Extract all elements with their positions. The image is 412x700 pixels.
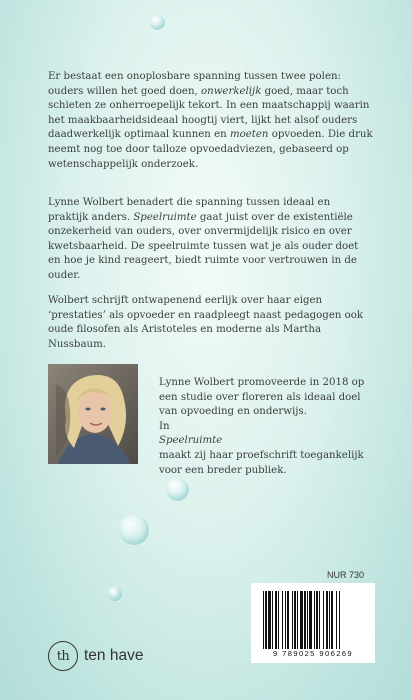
text-run: Wolbert schrijft ontwapenend eerlijk over haar eigen ‘prestaties’ als opvoeder en raadpleegt naast pedagogen ook oude filosofen als Aristoteles en moderne als Martha Nussbaum. [48, 295, 364, 350]
barcode-bar [272, 591, 273, 649]
barcode-bar [265, 591, 267, 649]
barcode-bar [268, 591, 271, 649]
bubble-decoration [108, 587, 122, 601]
barcode-bar [331, 591, 333, 649]
barcode-bar [292, 591, 293, 649]
text-run: gaat juist over de existentiële onzekerheid van ouders, over onvermijdelijk risico en over kwetsbaarheid. De speelruimte tussen wat je als ouder doet en hoe je kind reageert, biedt ruimte voor vertrouwen in de ouder. [48, 211, 359, 281]
blurb-paragraph-2 [48, 196, 373, 284]
barcode-bar [339, 591, 340, 649]
author-bio-line-1: Lynne Wolbert promoveerde in 2018 op een studie over floreren als ideaal doel van opvoeding en onderwijs. [159, 377, 365, 418]
barcode-bar [263, 591, 264, 649]
barcode-bar [319, 591, 320, 649]
barcode-bar [275, 591, 277, 649]
barcode [251, 583, 375, 663]
barcode-bar [314, 591, 315, 649]
bubble-decoration [150, 15, 165, 30]
italic-text-run: moeten [229, 129, 269, 141]
publisher-logo-mark: th [48, 641, 78, 671]
barcode-bar [307, 591, 308, 649]
nur-code: NUR 730 [327, 570, 365, 580]
author-photo [48, 364, 138, 464]
text-run: In [159, 420, 170, 432]
italic-text-run: Speelruimte [159, 435, 223, 447]
barcode-bar [300, 591, 303, 649]
barcode-bar [316, 591, 318, 649]
text-run: opvoeden. Die druk neemt nog toe door talloze opvoedadviezen, gebaseerd op wetenschappelijk onderzoek. [48, 129, 373, 170]
blurb-paragraph-3 [48, 294, 373, 352]
barcode-bar [323, 591, 324, 649]
barcode-bar [278, 591, 279, 649]
barcode-bar [329, 591, 330, 649]
blurb-paragraph-1 [48, 70, 373, 172]
publisher-name: ten have [84, 647, 144, 664]
barcode-bar [336, 591, 337, 649]
barcode-bar [304, 591, 306, 649]
barcode-bar [294, 591, 296, 649]
barcode-bar [285, 591, 286, 649]
barcode-bars [263, 591, 363, 649]
text-run: maakt zij haar proefschrift toegankelijk voor een breder publiek. [159, 449, 364, 476]
text-run: Lynne Wolbert benadert die spanning tussen ideaal en praktijk anders. [48, 197, 331, 223]
italic-text-run: onwerkelijk [201, 85, 262, 97]
barcode-bar [297, 591, 298, 649]
barcode-bar [309, 591, 312, 649]
author-bio-line-2 [159, 420, 374, 478]
author-bio [159, 376, 374, 478]
barcode-bar [326, 591, 328, 649]
barcode-bar [282, 591, 283, 649]
isbn-number: 9 789025 906269 [272, 649, 354, 658]
text-run: Er bestaat een onoplosbare spanning tussen twee polen: ouders willen het goed doen, [48, 71, 341, 97]
italic-text-run: Speelruimte [133, 211, 197, 223]
text-run: goed, maar toch schieten ze onherroepelijk tekort. In een maatschappij waarin het maakbaarheidsideaal hoogtij viert, lijkt het alsof ouders daadwerkelijk optimaal kunnen en [48, 85, 370, 141]
bubble-decoration [166, 478, 189, 501]
bubble-decoration [119, 515, 149, 545]
barcode-bar [287, 591, 289, 649]
publisher-logo [48, 641, 143, 671]
